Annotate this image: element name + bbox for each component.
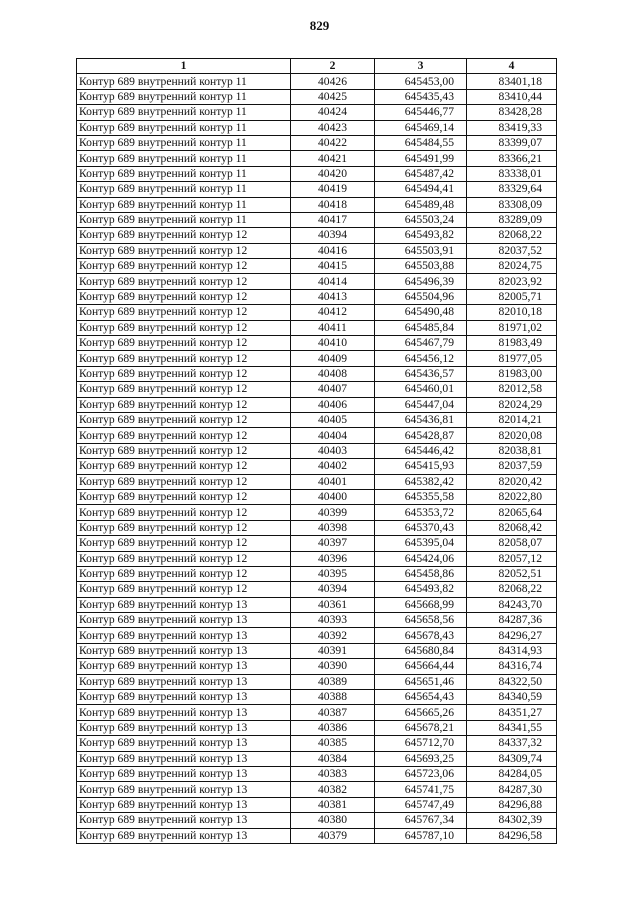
table-row [77, 243, 557, 258]
x-coordinate-cell: 645436,57 [375, 366, 467, 381]
table-row [77, 551, 557, 566]
contour-name-cell: Контур 689 внутренний контур 11 [77, 197, 291, 212]
point-number-cell: 40425 [291, 89, 375, 104]
table-row [77, 259, 557, 274]
y-coordinate-cell: 84340,59 [467, 690, 557, 705]
point-number-cell: 40420 [291, 166, 375, 181]
table-row [77, 120, 557, 135]
y-coordinate-cell: 83428,28 [467, 105, 557, 120]
table-row [77, 351, 557, 366]
table-row [77, 397, 557, 412]
table-row [77, 720, 557, 735]
contour-name-cell: Контур 689 внутренний контур 13 [77, 736, 291, 751]
y-coordinate-cell: 82022,80 [467, 489, 557, 504]
contour-name-cell: Контур 689 внутренний контур 11 [77, 105, 291, 120]
contour-name-cell: Контур 689 внутренний контур 12 [77, 582, 291, 597]
table-row [77, 582, 557, 597]
x-coordinate-cell: 645493,82 [375, 582, 467, 597]
y-coordinate-cell: 82024,29 [467, 397, 557, 412]
contour-name-cell: Контур 689 внутренний контур 12 [77, 305, 291, 320]
y-coordinate-cell: 81971,02 [467, 320, 557, 335]
column-header-2: 2 [291, 59, 375, 74]
y-coordinate-cell: 82068,42 [467, 520, 557, 535]
table-row [77, 674, 557, 689]
point-number-cell: 40403 [291, 443, 375, 458]
table-row [77, 212, 557, 227]
x-coordinate-cell: 645651,46 [375, 674, 467, 689]
x-coordinate-cell: 645428,87 [375, 428, 467, 443]
contour-name-cell: Контур 689 внутренний контур 13 [77, 828, 291, 843]
point-number-cell: 40413 [291, 289, 375, 304]
table-row [77, 166, 557, 181]
contour-name-cell: Контур 689 внутренний контур 13 [77, 690, 291, 705]
y-coordinate-cell: 82038,81 [467, 443, 557, 458]
table-header-row [77, 59, 557, 74]
y-coordinate-cell: 81983,00 [467, 366, 557, 381]
contour-name-cell: Контур 689 внутренний контур 13 [77, 643, 291, 658]
table-row [77, 520, 557, 535]
point-number-cell: 40389 [291, 674, 375, 689]
x-coordinate-cell: 645395,04 [375, 536, 467, 551]
contour-name-cell: Контур 689 внутренний контур 13 [77, 720, 291, 735]
x-coordinate-cell: 645712,70 [375, 736, 467, 751]
y-coordinate-cell: 84322,50 [467, 674, 557, 689]
point-number-cell: 40393 [291, 613, 375, 628]
contour-name-cell: Контур 689 внутренний контур 12 [77, 336, 291, 351]
x-coordinate-cell: 645355,58 [375, 489, 467, 504]
point-number-cell: 40422 [291, 135, 375, 150]
contour-name-cell: Контур 689 внутренний контур 13 [77, 705, 291, 720]
y-coordinate-cell: 81983,49 [467, 336, 557, 351]
x-coordinate-cell: 645741,75 [375, 782, 467, 797]
contour-name-cell: Контур 689 внутренний контур 13 [77, 597, 291, 612]
point-number-cell: 40409 [291, 351, 375, 366]
y-coordinate-cell: 82012,58 [467, 382, 557, 397]
x-coordinate-cell: 645494,41 [375, 182, 467, 197]
contour-name-cell: Контур 689 внутренний контур 11 [77, 135, 291, 150]
point-number-cell: 40380 [291, 813, 375, 828]
table-row [77, 382, 557, 397]
table-row [77, 782, 557, 797]
table-row [77, 813, 557, 828]
contour-name-cell: Контур 689 внутренний контур 12 [77, 382, 291, 397]
y-coordinate-cell: 82068,22 [467, 228, 557, 243]
x-coordinate-cell: 645484,55 [375, 135, 467, 150]
x-coordinate-cell: 645460,01 [375, 382, 467, 397]
x-coordinate-cell: 645424,06 [375, 551, 467, 566]
point-number-cell: 40406 [291, 397, 375, 412]
point-number-cell: 40381 [291, 797, 375, 812]
y-coordinate-cell: 84314,93 [467, 643, 557, 658]
table-row [77, 412, 557, 427]
y-coordinate-cell: 82005,71 [467, 289, 557, 304]
contour-name-cell: Контур 689 внутренний контур 12 [77, 397, 291, 412]
point-number-cell: 40402 [291, 459, 375, 474]
table-row [77, 705, 557, 720]
table-row [77, 305, 557, 320]
point-number-cell: 40382 [291, 782, 375, 797]
coordinates-table [76, 58, 557, 844]
point-number-cell: 40405 [291, 412, 375, 427]
column-header-1: 1 [77, 59, 291, 74]
y-coordinate-cell: 84309,74 [467, 751, 557, 766]
table-row [77, 197, 557, 212]
table-row [77, 766, 557, 781]
x-coordinate-cell: 645458,86 [375, 566, 467, 581]
x-coordinate-cell: 645491,99 [375, 151, 467, 166]
contour-name-cell: Контур 689 внутренний контур 11 [77, 182, 291, 197]
x-coordinate-cell: 645469,14 [375, 120, 467, 135]
contour-name-cell: Контур 689 внутренний контур 12 [77, 243, 291, 258]
contour-name-cell: Контур 689 внутренний контур 12 [77, 505, 291, 520]
y-coordinate-cell: 82058,07 [467, 536, 557, 551]
contour-name-cell: Контур 689 внутренний контур 12 [77, 474, 291, 489]
y-coordinate-cell: 84296,27 [467, 628, 557, 643]
x-coordinate-cell: 645436,81 [375, 412, 467, 427]
table-body [77, 74, 557, 844]
table-row [77, 505, 557, 520]
x-coordinate-cell: 645467,79 [375, 336, 467, 351]
contour-name-cell: Контур 689 внутренний контур 11 [77, 166, 291, 181]
point-number-cell: 40397 [291, 536, 375, 551]
y-coordinate-cell: 83338,01 [467, 166, 557, 181]
point-number-cell: 40410 [291, 336, 375, 351]
y-coordinate-cell: 84284,05 [467, 766, 557, 781]
contour-name-cell: Контур 689 внутренний контур 13 [77, 782, 291, 797]
point-number-cell: 40408 [291, 366, 375, 381]
table-row [77, 613, 557, 628]
point-number-cell: 40361 [291, 597, 375, 612]
x-coordinate-cell: 645485,84 [375, 320, 467, 335]
x-coordinate-cell: 645446,42 [375, 443, 467, 458]
x-coordinate-cell: 645658,56 [375, 613, 467, 628]
table-row [77, 428, 557, 443]
point-number-cell: 40426 [291, 74, 375, 89]
y-coordinate-cell: 84341,55 [467, 720, 557, 735]
point-number-cell: 40395 [291, 566, 375, 581]
x-coordinate-cell: 645353,72 [375, 505, 467, 520]
y-coordinate-cell: 84337,32 [467, 736, 557, 751]
point-number-cell: 40399 [291, 505, 375, 520]
contour-name-cell: Контур 689 внутренний контур 12 [77, 320, 291, 335]
point-number-cell: 40387 [291, 705, 375, 720]
table-row [77, 643, 557, 658]
table-row [77, 536, 557, 551]
table-row [77, 690, 557, 705]
contour-name-cell: Контур 689 внутренний контур 12 [77, 428, 291, 443]
x-coordinate-cell: 645496,39 [375, 274, 467, 289]
x-coordinate-cell: 645456,12 [375, 351, 467, 366]
x-coordinate-cell: 645678,43 [375, 628, 467, 643]
y-coordinate-cell: 82020,42 [467, 474, 557, 489]
x-coordinate-cell: 645487,42 [375, 166, 467, 181]
y-coordinate-cell: 83329,64 [467, 182, 557, 197]
y-coordinate-cell: 82052,51 [467, 566, 557, 581]
point-number-cell: 40417 [291, 212, 375, 227]
contour-name-cell: Контур 689 внутренний контур 11 [77, 120, 291, 135]
point-number-cell: 40424 [291, 105, 375, 120]
point-number-cell: 40398 [291, 520, 375, 535]
table-row [77, 228, 557, 243]
contour-name-cell: Контур 689 внутренний контур 12 [77, 551, 291, 566]
y-coordinate-cell: 83289,09 [467, 212, 557, 227]
contour-name-cell: Контур 689 внутренний контур 12 [77, 489, 291, 504]
contour-name-cell: Контур 689 внутренний контур 12 [77, 274, 291, 289]
point-number-cell: 40419 [291, 182, 375, 197]
table-row [77, 89, 557, 104]
x-coordinate-cell: 645504,96 [375, 289, 467, 304]
table-row [77, 274, 557, 289]
contour-name-cell: Контур 689 внутренний контур 11 [77, 212, 291, 227]
x-coordinate-cell: 645493,82 [375, 228, 467, 243]
table-row [77, 135, 557, 150]
table-row [77, 182, 557, 197]
x-coordinate-cell: 645787,10 [375, 828, 467, 843]
contour-name-cell: Контур 689 внутренний контур 12 [77, 536, 291, 551]
contour-name-cell: Контур 689 внутренний контур 13 [77, 613, 291, 628]
point-number-cell: 40383 [291, 766, 375, 781]
x-coordinate-cell: 645747,49 [375, 797, 467, 812]
contour-name-cell: Контур 689 внутренний контур 12 [77, 459, 291, 474]
table-row [77, 105, 557, 120]
point-number-cell: 40421 [291, 151, 375, 166]
y-coordinate-cell: 83419,33 [467, 120, 557, 135]
y-coordinate-cell: 82014,21 [467, 412, 557, 427]
y-coordinate-cell: 84302,39 [467, 813, 557, 828]
point-number-cell: 40404 [291, 428, 375, 443]
x-coordinate-cell: 645680,84 [375, 643, 467, 658]
x-coordinate-cell: 645415,93 [375, 459, 467, 474]
contour-name-cell: Контур 689 внутренний контур 11 [77, 151, 291, 166]
point-number-cell: 40388 [291, 690, 375, 705]
y-coordinate-cell: 83410,44 [467, 89, 557, 104]
contour-name-cell: Контур 689 внутренний контур 13 [77, 751, 291, 766]
point-number-cell: 40386 [291, 720, 375, 735]
x-coordinate-cell: 645665,26 [375, 705, 467, 720]
x-coordinate-cell: 645503,91 [375, 243, 467, 258]
y-coordinate-cell: 82068,22 [467, 582, 557, 597]
x-coordinate-cell: 645370,43 [375, 520, 467, 535]
point-number-cell: 40400 [291, 489, 375, 504]
x-coordinate-cell: 645446,77 [375, 105, 467, 120]
y-coordinate-cell: 82023,92 [467, 274, 557, 289]
table-row [77, 659, 557, 674]
y-coordinate-cell: 82037,52 [467, 243, 557, 258]
y-coordinate-cell: 84243,70 [467, 597, 557, 612]
page-number: 829 [309, 18, 330, 33]
y-coordinate-cell: 82037,59 [467, 459, 557, 474]
x-coordinate-cell: 645654,43 [375, 690, 467, 705]
x-coordinate-cell: 645435,43 [375, 89, 467, 104]
point-number-cell: 40394 [291, 582, 375, 597]
contour-name-cell: Контур 689 внутренний контур 11 [77, 89, 291, 104]
table-row [77, 566, 557, 581]
contour-name-cell: Контур 689 внутренний контур 12 [77, 443, 291, 458]
contour-name-cell: Контур 689 внутренний контур 13 [77, 674, 291, 689]
y-coordinate-cell: 82057,12 [467, 551, 557, 566]
table-row [77, 151, 557, 166]
x-coordinate-cell: 645490,48 [375, 305, 467, 320]
y-coordinate-cell: 82020,08 [467, 428, 557, 443]
y-coordinate-cell: 82024,75 [467, 259, 557, 274]
contour-name-cell: Контур 689 внутренний контур 11 [77, 74, 291, 89]
x-coordinate-cell: 645693,25 [375, 751, 467, 766]
y-coordinate-cell: 82065,64 [467, 505, 557, 520]
y-coordinate-cell: 84316,74 [467, 659, 557, 674]
x-coordinate-cell: 645489,48 [375, 197, 467, 212]
x-coordinate-cell: 645447,04 [375, 397, 467, 412]
y-coordinate-cell: 84287,30 [467, 782, 557, 797]
point-number-cell: 40423 [291, 120, 375, 135]
table-row [77, 489, 557, 504]
contour-name-cell: Контур 689 внутренний контур 12 [77, 351, 291, 366]
x-coordinate-cell: 645503,88 [375, 259, 467, 274]
table-row [77, 628, 557, 643]
contour-name-cell: Контур 689 внутренний контур 12 [77, 289, 291, 304]
x-coordinate-cell: 645723,06 [375, 766, 467, 781]
contour-name-cell: Контур 689 внутренний контур 13 [77, 628, 291, 643]
table-row [77, 597, 557, 612]
point-number-cell: 40385 [291, 736, 375, 751]
x-coordinate-cell: 645664,44 [375, 659, 467, 674]
point-number-cell: 40379 [291, 828, 375, 843]
table-row [77, 736, 557, 751]
table-row [77, 751, 557, 766]
contour-name-cell: Контур 689 внутренний контур 12 [77, 412, 291, 427]
x-coordinate-cell: 645382,42 [375, 474, 467, 489]
point-number-cell: 40412 [291, 305, 375, 320]
point-number-cell: 40407 [291, 382, 375, 397]
point-number-cell: 40416 [291, 243, 375, 258]
point-number-cell: 40414 [291, 274, 375, 289]
table-row [77, 474, 557, 489]
x-coordinate-cell: 645503,24 [375, 212, 467, 227]
column-header-4: 4 [467, 59, 557, 74]
point-number-cell: 40391 [291, 643, 375, 658]
point-number-cell: 40396 [291, 551, 375, 566]
contour-name-cell: Контур 689 внутренний контур 13 [77, 766, 291, 781]
point-number-cell: 40384 [291, 751, 375, 766]
y-coordinate-cell: 84287,36 [467, 613, 557, 628]
contour-name-cell: Контур 689 внутренний контур 13 [77, 813, 291, 828]
table-row [77, 320, 557, 335]
contour-name-cell: Контур 689 внутренний контур 12 [77, 566, 291, 581]
contour-name-cell: Контур 689 внутренний контур 13 [77, 659, 291, 674]
table-row [77, 336, 557, 351]
contour-name-cell: Контур 689 внутренний контур 12 [77, 259, 291, 274]
contour-name-cell: Контур 689 внутренний контур 12 [77, 520, 291, 535]
y-coordinate-cell: 84351,27 [467, 705, 557, 720]
y-coordinate-cell: 84296,58 [467, 828, 557, 843]
x-coordinate-cell: 645453,00 [375, 74, 467, 89]
table-row [77, 366, 557, 381]
y-coordinate-cell: 84296,88 [467, 797, 557, 812]
contour-name-cell: Контур 689 внутренний контур 12 [77, 228, 291, 243]
table-row [77, 443, 557, 458]
contour-name-cell: Контур 689 внутренний контур 13 [77, 797, 291, 812]
y-coordinate-cell: 83399,07 [467, 135, 557, 150]
y-coordinate-cell: 82010,18 [467, 305, 557, 320]
table-row [77, 797, 557, 812]
x-coordinate-cell: 645668,99 [375, 597, 467, 612]
point-number-cell: 40390 [291, 659, 375, 674]
y-coordinate-cell: 83401,18 [467, 74, 557, 89]
table-row [77, 289, 557, 304]
point-number-cell: 40401 [291, 474, 375, 489]
point-number-cell: 40415 [291, 259, 375, 274]
y-coordinate-cell: 83366,21 [467, 151, 557, 166]
x-coordinate-cell: 645767,34 [375, 813, 467, 828]
table-row [77, 828, 557, 843]
point-number-cell: 40392 [291, 628, 375, 643]
column-header-3: 3 [375, 59, 467, 74]
x-coordinate-cell: 645678,21 [375, 720, 467, 735]
point-number-cell: 40411 [291, 320, 375, 335]
table-row [77, 74, 557, 89]
point-number-cell: 40418 [291, 197, 375, 212]
y-coordinate-cell: 81977,05 [467, 351, 557, 366]
y-coordinate-cell: 83308,09 [467, 197, 557, 212]
point-number-cell: 40394 [291, 228, 375, 243]
contour-name-cell: Контур 689 внутренний контур 12 [77, 366, 291, 381]
table-row [77, 459, 557, 474]
